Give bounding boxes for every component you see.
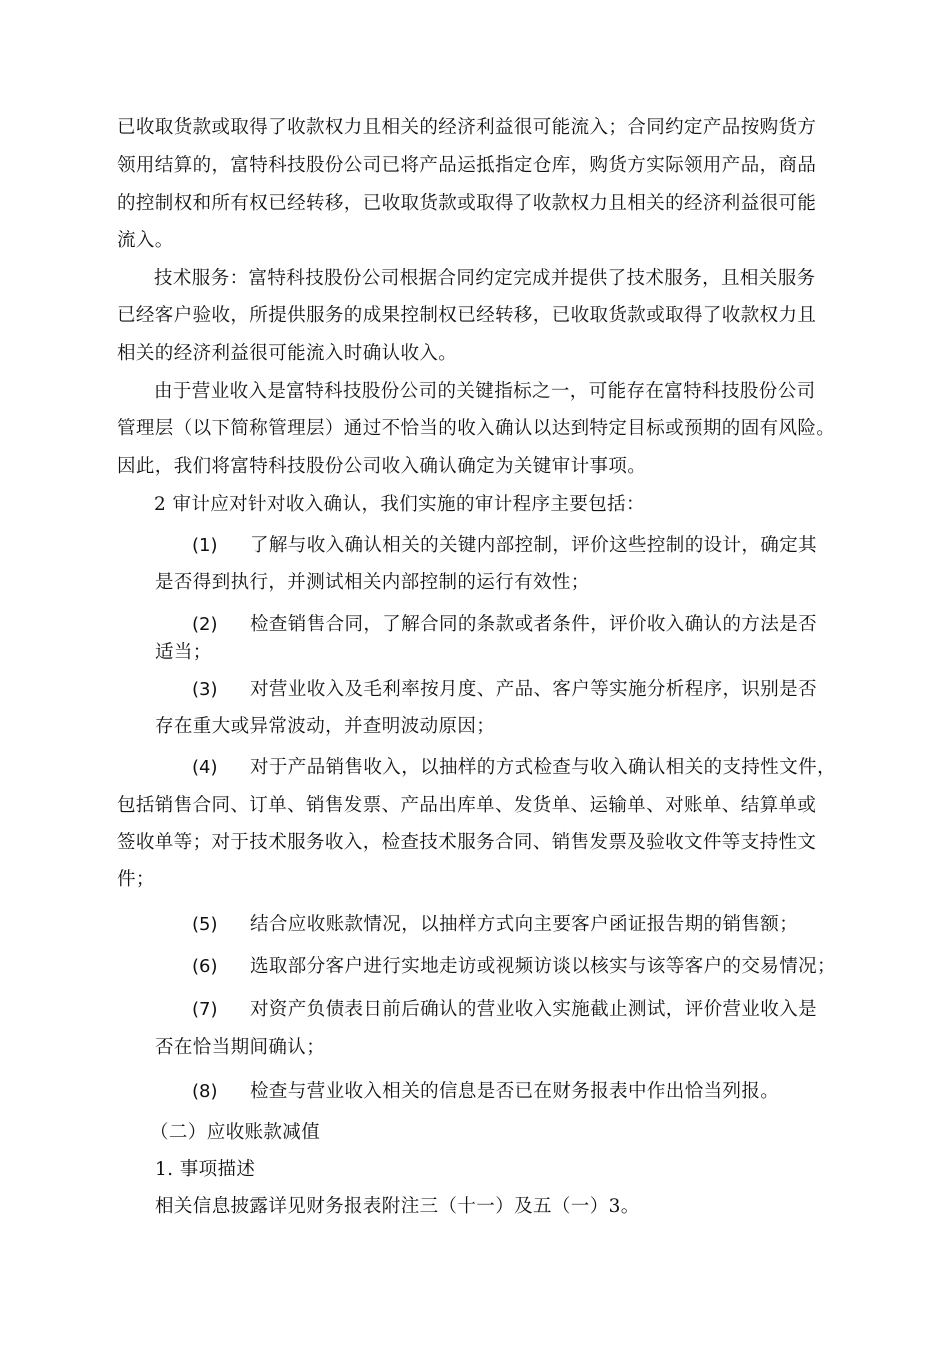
text-line: 管理层（以下简称管理层）通过不恰当的收入确认以达到特定目标或预期的固有风险。 xyxy=(117,418,836,439)
text-line: 结合应收账款情况，以抽样方式向主要客户函证报告期的销售额； xyxy=(250,914,799,935)
sub-heading: 1. 事项描述 xyxy=(155,1159,256,1180)
text-line: 已经客户验收，所提供服务的成果控制权已经转移，已收取货款或取得了收款权力且 xyxy=(117,305,817,326)
text-line: 相关的经济利益很可能流入时确认收入。 xyxy=(117,343,458,364)
text-line: 因此，我们将富特科技股份公司收入确认确定为关键审计事项。 xyxy=(117,456,647,477)
text-line: 2 审计应对针对收入确认，我们实施的审计程序主要包括： xyxy=(154,494,645,515)
procedure-number: (7) xyxy=(192,999,218,1020)
text-line: 包括销售合同、订单、销售发票、产品出库单、发货单、运输单、对账单、结算单或 xyxy=(117,795,817,816)
section-heading: （二）应收账款减值 xyxy=(150,1122,321,1143)
text-line: 件； xyxy=(117,869,155,890)
text-line: 技术服务：富特科技股份公司根据合同约定完成并提供了技术服务，且相关服务 xyxy=(154,268,816,289)
text-line: 选取部分客户进行实地走访或视频访谈以核实与该等客户的交易情况； xyxy=(250,956,836,977)
text-line: 相关信息披露详见财务报表附注三（十一）及五（一）3。 xyxy=(155,1196,640,1217)
text-line: 的控制权和所有权已经转移，已收取货款或取得了收款权力且相关的经济利益很可能 xyxy=(117,193,817,214)
procedure-number: (3) xyxy=(192,679,218,700)
text-line: 流入。 xyxy=(117,230,174,251)
procedure-number: (2) xyxy=(192,614,218,635)
text-line: 否在恰当期间确认； xyxy=(155,1037,326,1058)
procedure-number: (4) xyxy=(192,757,218,778)
text-line: 适当； xyxy=(155,642,212,663)
text-line: 检查销售合同，了解合同的条款或者条件，评价收入确认的方法是否 xyxy=(250,614,818,635)
text-line: 签收单等；对于技术服务收入，检查技术服务合同、销售发票及验收文件等支持性文 xyxy=(117,832,817,853)
text-line: 对于产品销售收入，以抽样的方式检查与收入确认相关的支持性文件， xyxy=(250,757,836,778)
text-line: 对资产负债表日前后确认的营业收入实施截止测试，评价营业收入是 xyxy=(250,999,818,1020)
text-line: 是否得到执行，并测试相关内部控制的运行有效性； xyxy=(155,572,590,593)
procedure-number: (1) xyxy=(192,535,218,556)
procedure-number: (5) xyxy=(192,914,218,935)
text-line: 检查与营业收入相关的信息是否已在财务报表中作出恰当列报。 xyxy=(250,1081,780,1102)
text-line: 已收取货款或取得了收款权力且相关的经济利益很可能流入；合同约定产品按购货方 xyxy=(117,117,817,138)
text-line: 领用结算的，富特科技股份公司已将产品运抵指定仓库，购货方实际领用产品，商品 xyxy=(117,155,817,176)
text-line: 由于营业收入是富特科技股份公司的关键指标之一，可能存在富特科技股份公司 xyxy=(154,381,816,402)
text-line: 了解与收入确认相关的关键内部控制，评价这些控制的设计，确定其 xyxy=(250,535,818,556)
text-line: 对营业收入及毛利率按月度、产品、客户等实施分析程序，识别是否 xyxy=(250,679,818,700)
procedure-number: (6) xyxy=(192,956,218,977)
procedure-number: (8) xyxy=(192,1081,218,1102)
text-line: 存在重大或异常波动，并查明波动原因； xyxy=(155,716,496,737)
